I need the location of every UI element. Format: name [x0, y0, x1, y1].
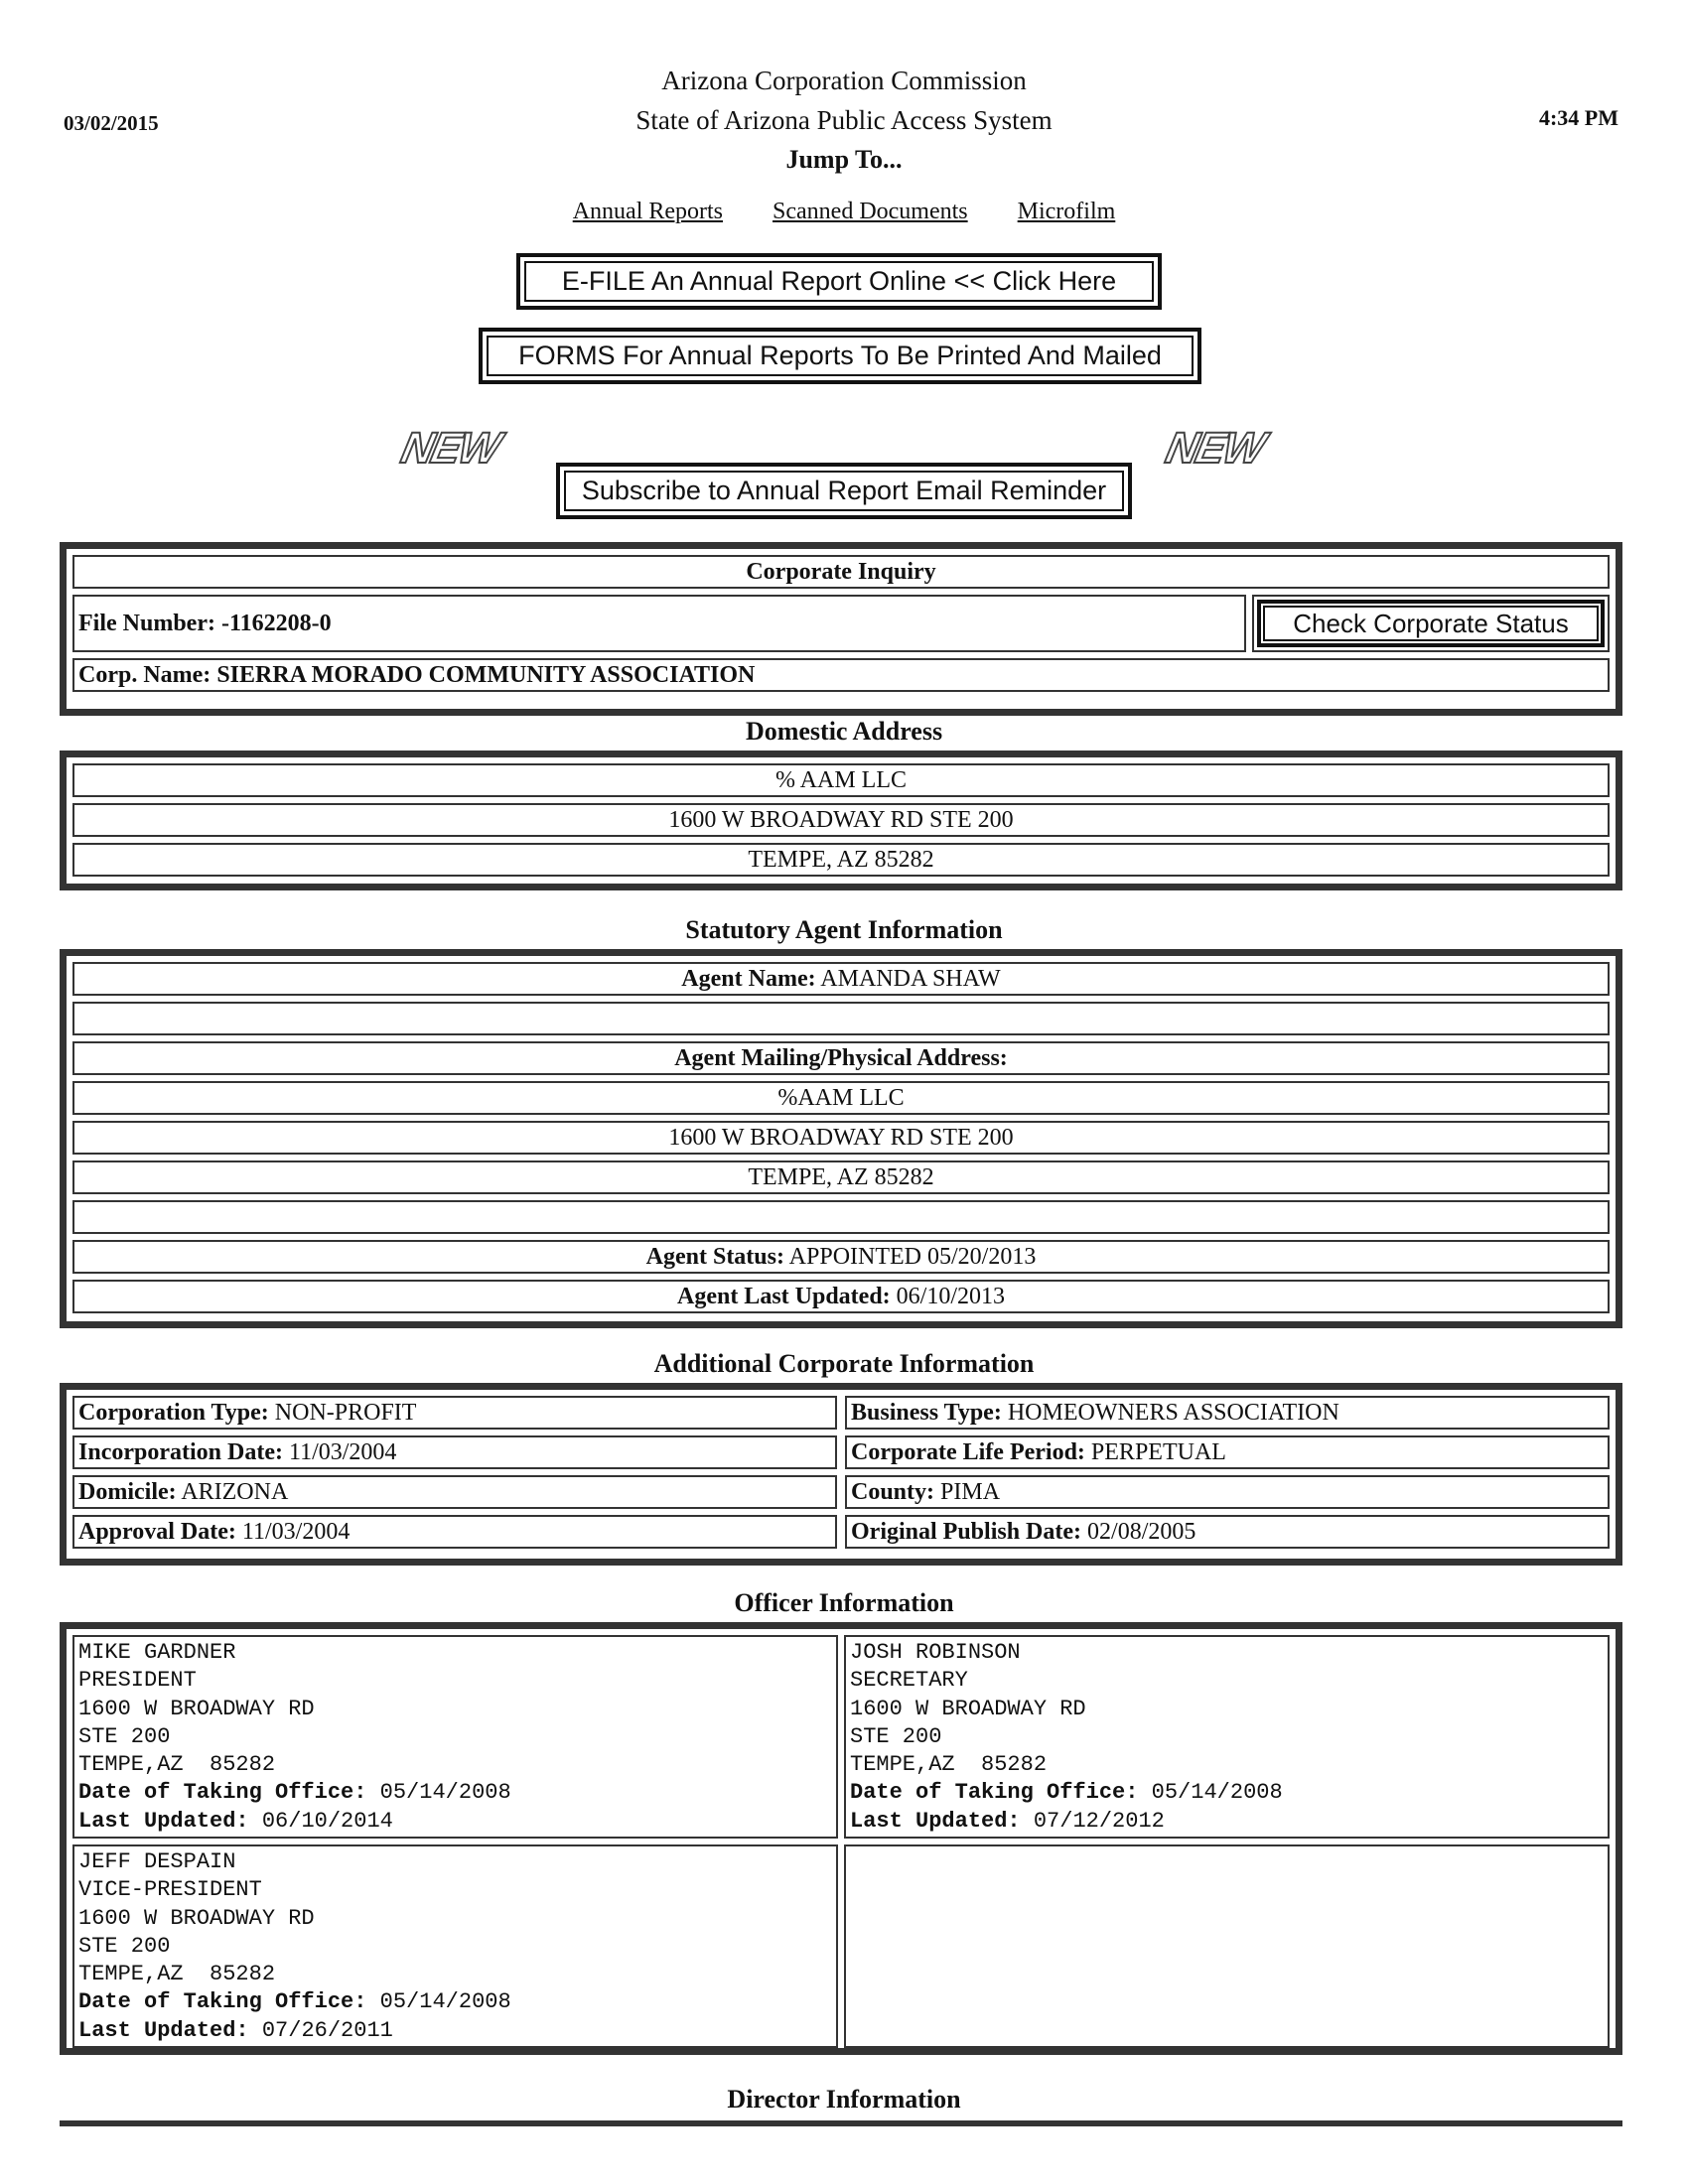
- domestic-address-panel: [60, 751, 1622, 890]
- corp-name-value: SIERRA MORADO COMMUNITY ASSOCIATION: [216, 662, 756, 688]
- additional-row-1: Corporation Type: NON-PROFIT Business Type: HOMEOWNERS ASSOCIATION: [72, 1396, 1610, 1430]
- file-number-row: [72, 595, 1246, 652]
- agent-address-line-2: 1600 W BROADWAY RD STE 200: [72, 1121, 1610, 1155]
- officer-card: JOSH ROBINSON SECRETARY 1600 W BROADWAY RD STE 200 TEMPE,AZ 85282 Date of Taking Office: 05/14/2008 Last Updated: 07/12/2012: [844, 1635, 1610, 1839]
- link-scanned-documents[interactable]: Scanned Documents: [773, 199, 968, 224]
- domestic-line-3: TEMPE, AZ 85282: [72, 843, 1610, 877]
- agent-status-label: Agent Status:: [645, 1244, 784, 1270]
- subscribe-button[interactable]: [556, 463, 1132, 519]
- corporate-inquiry-title: Corporate Inquiry: [72, 555, 1610, 589]
- file-number-value: -1162208-0: [220, 611, 332, 636]
- officer-info-panel: [60, 1622, 1622, 2055]
- efile-button-label: E-FILE An Annual Report Online << Click Here: [524, 261, 1154, 302]
- director-panel-edge: [60, 2120, 1622, 2126]
- additional-row-2: Incorporation Date: 11/03/2004 Corporate Life Period: PERPETUAL: [72, 1435, 1610, 1469]
- corp-name-row: [72, 658, 1610, 692]
- jump-links: [0, 199, 1688, 225]
- agency-name: Arizona Corporation Commission: [661, 66, 1027, 95]
- additional-info-title: Additional Corporate Information: [653, 1349, 1035, 1378]
- agent-info-panel: [60, 949, 1622, 1328]
- officer-info-title: Officer Information: [734, 1588, 954, 1617]
- check-status-cell: [1252, 595, 1610, 652]
- new-badge-right: NEW: [1161, 424, 1268, 473]
- file-number-label: File Number:: [78, 611, 215, 636]
- officer-card-empty: [844, 1844, 1610, 2048]
- new-badge-left: NEW: [396, 424, 503, 473]
- jump-to-heading: Jump To...: [785, 145, 903, 174]
- agent-blank-row: [72, 1002, 1610, 1035]
- additional-row-4: Approval Date: 11/03/2004 Original Publish Date: 02/08/2005: [72, 1515, 1610, 1549]
- domestic-line-1: % AAM LLC: [72, 763, 1610, 797]
- print-time: 4:34 PM: [1538, 105, 1618, 130]
- agent-status-row: [72, 1240, 1610, 1274]
- officer-card: MIKE GARDNER PRESIDENT 1600 W BROADWAY RD STE 200 TEMPE,AZ 85282 Date of Taking Office: 05/14/2008 Last Updated: 06/10/2014: [72, 1635, 838, 1839]
- corp-name-label: Corp. Name:: [78, 662, 211, 688]
- agent-updated-label: Agent Last Updated:: [676, 1284, 891, 1309]
- additional-info-panel: [60, 1383, 1622, 1566]
- print-date: 03/02/2015: [64, 111, 159, 135]
- director-info-title: Director Information: [727, 2085, 961, 2114]
- domestic-line-2: 1600 W BROADWAY RD STE 200: [72, 803, 1610, 837]
- check-status-button[interactable]: [1257, 600, 1605, 647]
- agent-address-line-3: TEMPE, AZ 85282: [72, 1160, 1610, 1194]
- agent-blank-row-2: [72, 1200, 1610, 1234]
- link-microfilm[interactable]: Microfilm: [1017, 199, 1116, 224]
- agent-info-title: Statutory Agent Information: [685, 915, 1003, 944]
- system-name: State of Arizona Public Access System: [635, 105, 1053, 135]
- additional-row-3: Domicile: ARIZONA County: PIMA: [72, 1475, 1610, 1509]
- agent-address-line-1: %AAM LLC: [72, 1081, 1610, 1115]
- agent-updated-row: [72, 1280, 1610, 1313]
- efile-button[interactable]: [516, 253, 1162, 310]
- agent-name-row: [72, 962, 1610, 996]
- agent-name-label: Agent Name:: [681, 966, 816, 992]
- corporate-inquiry-panel: [60, 542, 1622, 716]
- agent-address-label-row: Agent Mailing/Physical Address:: [72, 1041, 1610, 1075]
- forms-button-label: FORMS For Annual Reports To Be Printed And Mailed: [487, 336, 1194, 376]
- link-annual-reports[interactable]: Annual Reports: [572, 199, 724, 224]
- agent-name-value: AMANDA SHAW: [820, 966, 1001, 992]
- forms-button[interactable]: [479, 328, 1201, 384]
- check-status-button-label: Check Corporate Status: [1263, 606, 1599, 641]
- agent-status-value: APPOINTED 05/20/2013: [788, 1244, 1037, 1270]
- domestic-address-title: Domestic Address: [745, 717, 943, 746]
- agent-updated-value: 06/10/2013: [896, 1284, 1006, 1309]
- officer-card: JEFF DESPAIN VICE-PRESIDENT 1600 W BROADWAY RD STE 200 TEMPE,AZ 85282 Date of Taking Office: 05/14/2008 Last Updated: 07/26/2011: [72, 1844, 838, 2048]
- subscribe-button-label: Subscribe to Annual Report Email Reminder: [564, 471, 1124, 511]
